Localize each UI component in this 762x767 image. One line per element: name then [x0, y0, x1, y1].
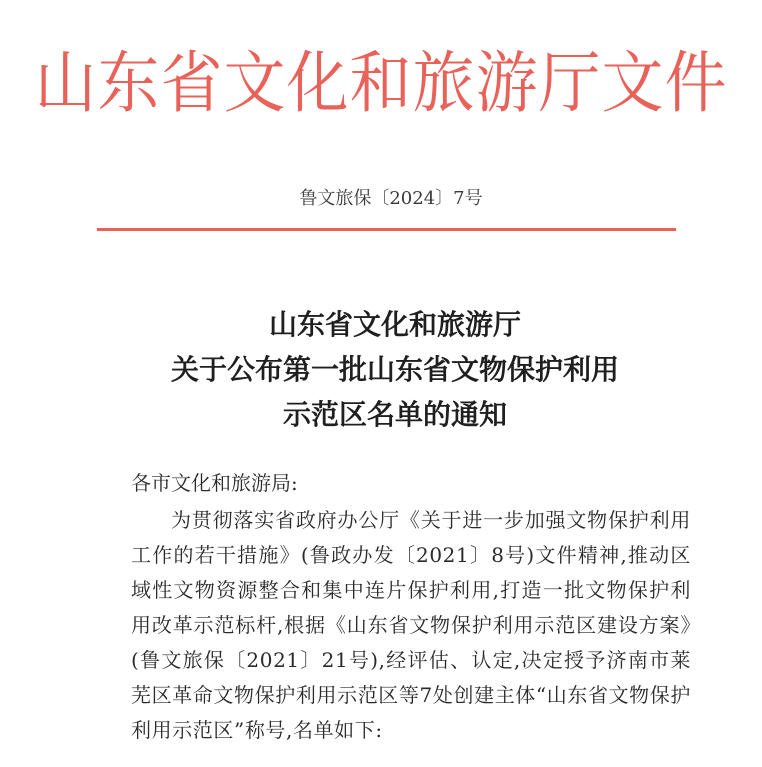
document-number: 鲁文旅保〔2024〕7号	[299, 188, 483, 209]
issuer-header-title: 山东省文化和旅游厅文件	[34, 43, 728, 123]
notice-body	[131, 466, 691, 748]
notice-title	[0, 302, 762, 437]
notice-title-line-2: 关于公布第一批山东省文物保护利用	[170, 353, 619, 386]
notice-title-line-3: 示范区名单的通知	[282, 398, 507, 431]
body-paragraph: 为贯彻落实省政府办公厅《关于进一步加强文物保护利用工作的若干措施》(鲁政办发〔2021〕8号)文件精神,推动区域性文物资源整合和集中连片保护利用,打造一批文物保护利用改革示范标杆,根据《山东省文物保护利用示范区建设方案》(鲁文旅保〔2021〕21号),经评估、认定,决定授予济南市莱芜区革命文物保护利用示范区等7处创建主体“山东省文物保护利用示范区”称号,名单如下:	[131, 508, 691, 742]
red-separator-line	[97, 228, 676, 231]
notice-title-line-1: 山东省文化和旅游厅	[268, 308, 521, 341]
salutation: 各市文化和旅游局:	[131, 471, 298, 495]
